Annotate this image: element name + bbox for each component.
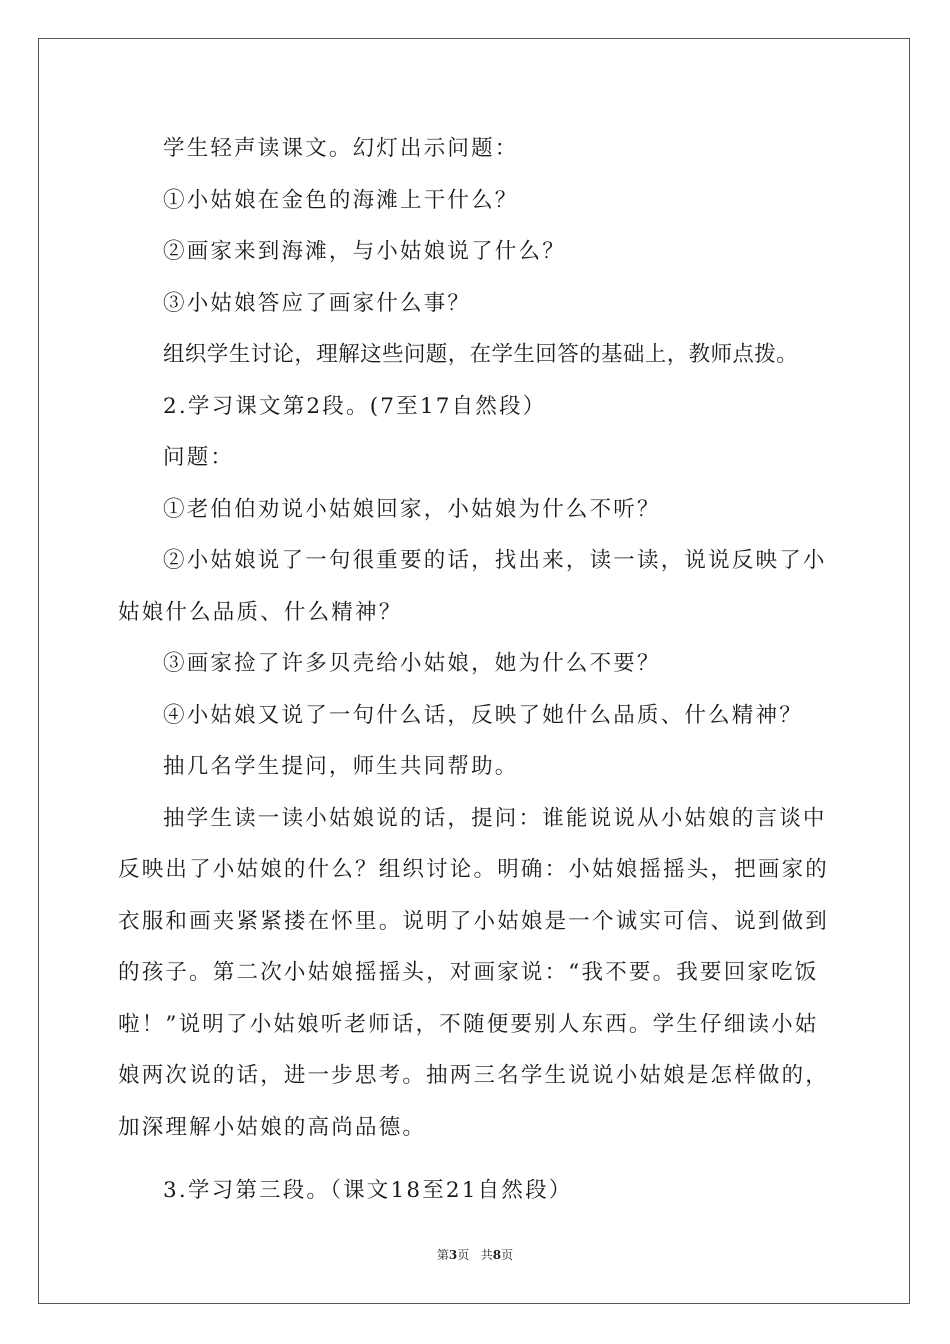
document-body — [118, 123, 838, 1217]
question-item: ③小姑娘答应了画家什么事？ — [163, 290, 472, 316]
paragraph-line: 学生轻声读课文。幻灯出示问题： — [163, 136, 519, 161]
question-item: ④小姑娘又说了一句什么话，反映了她什么品质、什么精神？ — [163, 702, 803, 728]
paragraph-line: 问题： — [163, 445, 235, 470]
question-item: ②画家来到海滩，与小姑娘说了什么？ — [163, 239, 566, 264]
question-item-continued: 姑娘什么品质、什么精神？ — [118, 599, 403, 625]
question-item: ③画家捡了许多贝壳给小姑娘，她为什么不要？ — [163, 651, 661, 676]
paragraph-line: 娘两次说的话，进一步思考。抽两三名学生说说小姑娘是怎样做的， — [118, 1063, 830, 1088]
footer-page-number: 3 — [448, 1248, 458, 1262]
footer-total-number: 8 — [492, 1248, 502, 1262]
paragraph-line: 反映出了小姑娘的什么？组织讨论。明确：小姑娘摇摇头，把画家的 — [118, 857, 830, 882]
question-item: ①小姑娘在金色的海滩上干什么？ — [163, 187, 519, 213]
footer-page-prefix: 第 — [436, 1248, 449, 1262]
paragraph-line: 衣服和画夹紧紧搂在怀里。说明了小姑娘是一个诚实可信、说到做到 — [118, 908, 830, 934]
paragraph-line: 啦！”说明了小姑娘听老师话，不随便要别人东西。学生仔细读小姑 — [118, 1011, 819, 1037]
question-item: ②小姑娘说了一句很重要的话，找出来，读一读，说说反映了小 — [163, 548, 827, 573]
paragraph-line: 加深理解小姑娘的高尚品德。 — [118, 1114, 427, 1140]
footer-total-suffix: 页 — [501, 1248, 514, 1262]
section-heading: 2.学习课文第2段。(7至17自然段） — [163, 393, 547, 419]
page-footer — [0, 1246, 950, 1263]
paragraph-line: 抽几名学生提问，师生共同帮助。 — [163, 754, 519, 779]
paragraph-line: 的孩子。第二次小姑娘摇摇头，对画家说：“我不要。我要回家吃饭 — [118, 960, 819, 985]
section-heading: 3.学习第三段。（课文18至21自然段） — [163, 1178, 573, 1203]
question-item: ①老伯伯劝说小姑娘回家，小姑娘为什么不听？ — [163, 496, 661, 522]
footer-total-prefix: 共 — [480, 1248, 493, 1262]
footer-page-suffix: 页 — [457, 1248, 470, 1262]
paragraph-line: 抽学生读一读小姑娘说的话，提问：谁能说说从小姑娘的言谈中 — [163, 805, 827, 831]
paragraph-line: 组织学生讨论，理解这些问题，在学生回答的基础上，教师点拨。 — [163, 342, 799, 367]
